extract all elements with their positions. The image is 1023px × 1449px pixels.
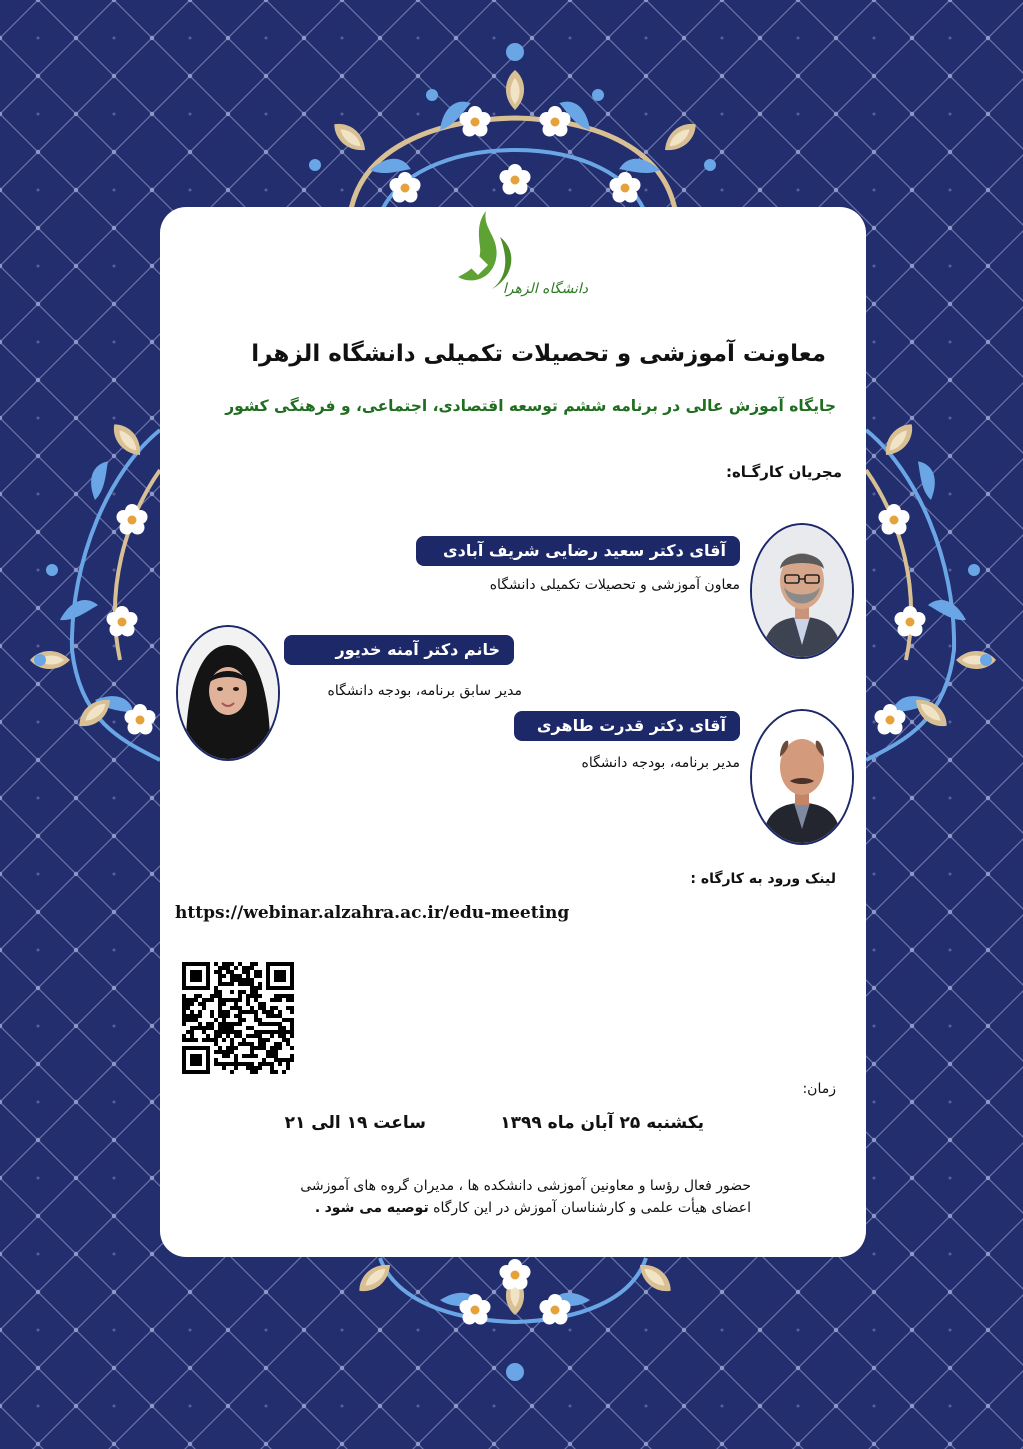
presenter-3-role: مدیر برنامه، بودجه دانشگاه (581, 755, 740, 771)
presenter-3-photo (750, 709, 854, 845)
presenter-2-name: خانم دکتر آمنه خدیور (284, 635, 514, 665)
presenters-label: مجریان کارگـاه: (725, 463, 842, 481)
workshop-subtitle: جایگاه آموزش عالی در برنامه ششم توسعه اقتصادی، اجتماعی، و فرهنگی کشور (225, 397, 836, 415)
presenter-2-photo (176, 625, 280, 761)
webinar-link[interactable]: https://webinar.alzahra.ac.ir/edu-meeting (175, 903, 570, 923)
presenter-2-role: مدیر سابق برنامه، بودجه دانشگاه (327, 683, 522, 699)
qr-code[interactable] (182, 962, 294, 1074)
note-end: . (314, 1200, 321, 1216)
presenter-1-photo (750, 523, 854, 659)
logo-text: دانشگاه الزهرا (502, 281, 588, 297)
note-emphasis: توصیه می شود (324, 1200, 429, 1216)
link-label: لینک ورود به کارگاه : (690, 871, 836, 887)
presenter-1-role: معاون آموزشی و تحصیلات تکمیلی دانشگاه (489, 577, 740, 593)
note-line-2-text: اعضای هیأت علمی و کارشناسان آموزش در این کارگاه (433, 1200, 751, 1216)
presenter-3-name: آقای دکتر قدرت طاهری (514, 711, 740, 741)
woman-portrait-icon (178, 627, 278, 759)
page-title: معاونت آموزشی و تحصیلات تکمیلی دانشگاه الزهرا (251, 341, 826, 367)
note-line-1: حضور فعال رؤسا و معاونین آموزشی دانشکده ها ، مدیران گروه های آموزشی (300, 1178, 751, 1194)
workshop-date: یکشنبه ۲۵ آبان ماه ۱۳۹۹ (500, 1113, 704, 1133)
attendance-note (161, 1175, 751, 1219)
presenter-1-name: آقای دکتر سعید رضایی شریف آبادی (416, 536, 740, 566)
qr-code-icon (182, 962, 294, 1074)
content-card (160, 207, 866, 1257)
man-portrait-icon (752, 525, 852, 657)
university-logo (448, 207, 588, 312)
man-portrait-icon (752, 711, 852, 843)
note-line-2 (161, 1197, 751, 1219)
workshop-hours: ساعت ۱۹ الی ۲۱ (284, 1113, 426, 1133)
time-label: زمان: (802, 1081, 836, 1097)
